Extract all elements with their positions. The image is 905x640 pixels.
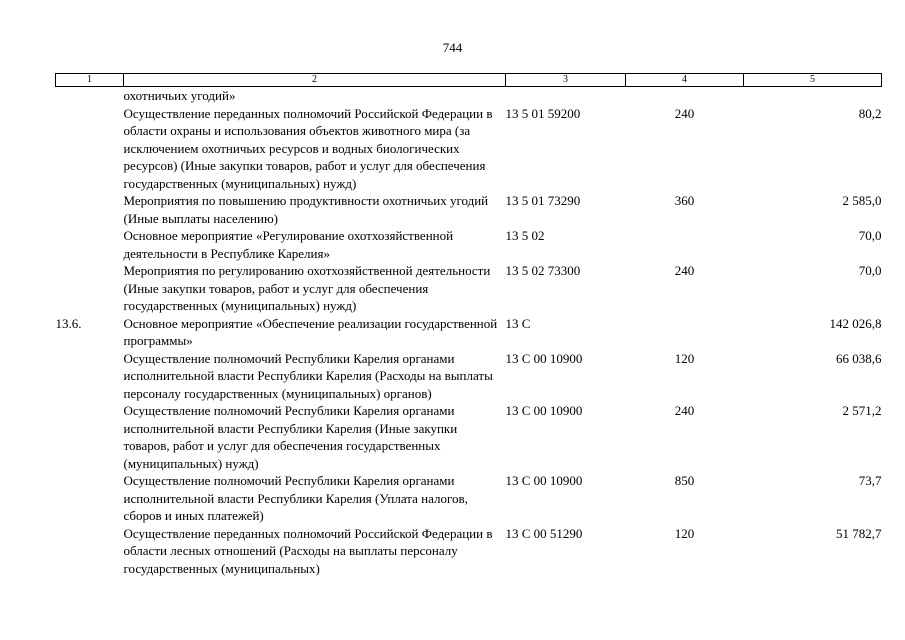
row-number: 13.6. (55, 315, 82, 331)
table-row (56, 525, 882, 578)
row-sum: 2 571,2 (842, 403, 882, 418)
row-sum: 73,7 (858, 473, 882, 488)
row-expense-type: 120 (674, 525, 695, 541)
table-row (56, 105, 882, 193)
table-row (56, 315, 882, 350)
table-row (56, 472, 882, 525)
row-number (56, 350, 124, 403)
row-expense-type: 240 (674, 105, 695, 121)
row-sum: 51 782,7 (836, 525, 882, 541)
header-col-5: 5 (744, 74, 882, 87)
row-name: Основное мероприятие «Обеспечение реализации государственной программы» (123, 315, 498, 348)
table-header (56, 74, 882, 87)
row-sum (744, 87, 882, 105)
row-number (56, 192, 124, 227)
row-code: 13 С 00 10900 (505, 403, 583, 418)
row-code: 13 5 02 (505, 228, 545, 243)
row-name: Осуществление переданных полномочий Российской Федерации в области лесных отношений (Расходы на выплаты персоналу государственных (муниципальных) (123, 525, 493, 576)
row-sum: 80,2 (858, 105, 882, 121)
row-expense-type (626, 87, 744, 105)
row-number (56, 525, 124, 578)
row-sum: 2 585,0 (842, 193, 882, 208)
row-number (56, 105, 124, 193)
header-row (56, 74, 882, 87)
row-code: 13 С 00 10900 (505, 473, 583, 488)
header-col-4: 4 (626, 74, 744, 87)
table-row (56, 227, 882, 262)
row-number (56, 87, 124, 105)
row-code: 13 5 01 73290 (505, 193, 581, 208)
row-name: Осуществление полномочий Республики Карелия органами исполнительной власти Республики Карелия (Уплата налогов, сборов и иных платежей) (123, 473, 468, 523)
row-expense-type (626, 315, 744, 350)
row-code: 13 С (505, 315, 531, 331)
table-row (56, 87, 882, 105)
header-col-2: 2 (124, 74, 506, 87)
row-expense-type: 360 (674, 193, 695, 208)
header-col-3: 3 (506, 74, 626, 87)
row-name: Мероприятия по регулированию охотхозяйственной деятельности (Иные закупки товаров, работ и услуг для обеспечения государственных (муниципальных) нужд) (123, 263, 491, 313)
row-expense-type (626, 227, 744, 262)
row-code: 13 5 01 59200 (505, 105, 581, 121)
budget-table (55, 73, 882, 577)
row-code: 13 С 00 10900 (505, 350, 583, 366)
table-row (56, 262, 882, 315)
row-sum: 70,0 (858, 263, 882, 278)
row-sum: 70,0 (858, 228, 882, 243)
header-col-1: 1 (56, 74, 124, 87)
row-name: Осуществление полномочий Республики Карелия органами исполнительной власти Республики Карелия (Расходы на выплаты персоналу государственных (муниципальных) органов) (123, 350, 493, 401)
row-code: 13 5 02 73300 (505, 263, 581, 278)
row-name: Мероприятия по повышению продуктивности охотничьих угодий (Иные выплаты населению) (123, 193, 489, 226)
row-name: Осуществление полномочий Республики Карелия органами исполнительной власти Республики Карелия (Иные закупки товаров, работ и услуг для обеспечения государственных (муниципальных) нужд) (123, 403, 458, 471)
row-expense-type: 120 (674, 350, 695, 366)
row-number (56, 402, 124, 472)
table-row (56, 350, 882, 403)
row-expense-type: 850 (674, 473, 695, 488)
table-row (56, 402, 882, 472)
row-sum: 66 038,6 (836, 350, 882, 366)
table-body (56, 87, 882, 578)
row-name: Основное мероприятие «Регулирование охотхозяйственной деятельности в Республике Карелия» (123, 228, 454, 261)
row-expense-type: 240 (674, 263, 695, 278)
row-expense-type: 240 (674, 403, 695, 418)
row-number (56, 262, 124, 315)
row-code: 13 С 00 51290 (505, 525, 583, 541)
row-number (56, 472, 124, 525)
page-number: 744 (442, 40, 463, 55)
table-row (56, 192, 882, 227)
row-number (56, 227, 124, 262)
row-name: Осуществление переданных полномочий Российской Федерации в области охраны и использования объектов животного мира (за исключением охотничьих ресурсов и водных биологических ресурсов) (Иные закупки товаров, работ и услуг для обеспечения государственных (муниципальных) нужд) (123, 105, 493, 191)
row-code (506, 87, 626, 105)
row-sum: 142 026,8 (829, 315, 882, 331)
row-name: охотничьих угодий» (123, 88, 236, 103)
